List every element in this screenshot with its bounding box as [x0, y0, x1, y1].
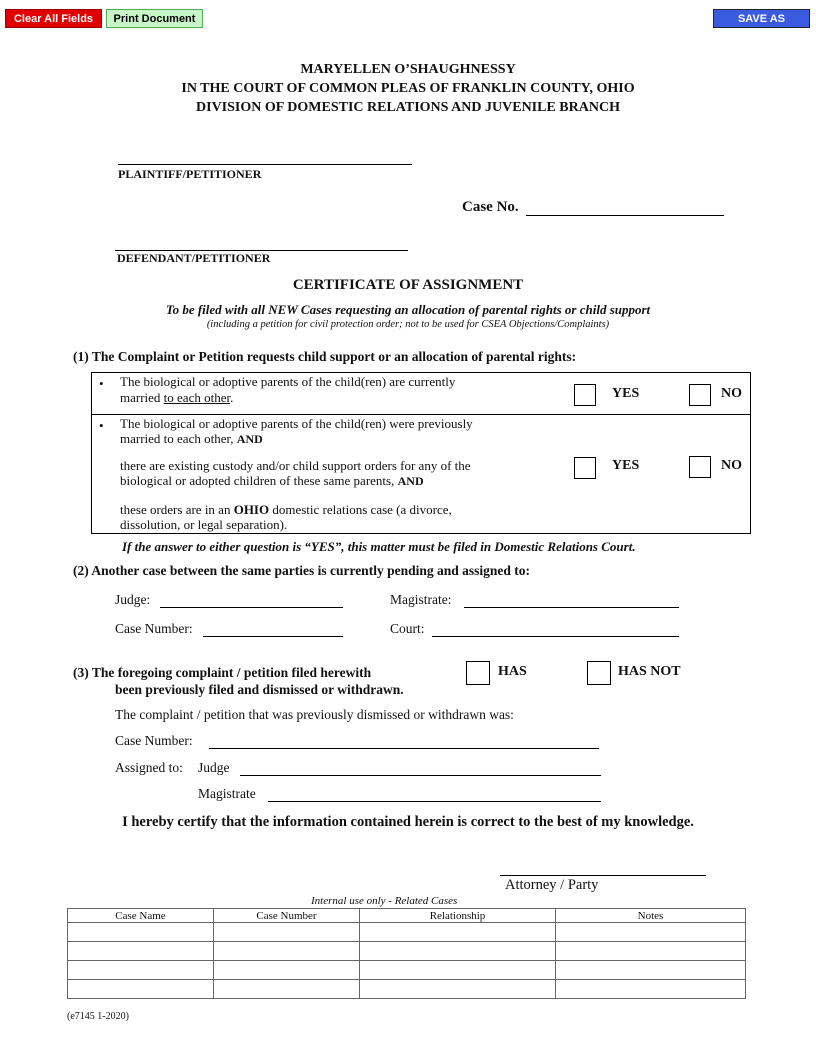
has-not-checkbox[interactable]: [587, 661, 611, 685]
table-cell[interactable]: [214, 961, 360, 980]
plaintiff-label: PLAINTIFF/PETITIONER: [118, 167, 262, 181]
table-cell[interactable]: [556, 923, 746, 942]
form-id: (e7145 1-2020): [67, 1011, 129, 1022]
table-cell[interactable]: [214, 923, 360, 942]
bullet-1: •: [99, 376, 104, 391]
s2-court-input[interactable]: [432, 620, 679, 637]
question-2-part2: there are existing custody and/or child support orders for any of the biological or adopted children of these same parents, AND: [120, 458, 471, 488]
section1-heading: (1) The Complaint or Petition requests child support or an allocation of parental rights:: [73, 349, 577, 364]
section1-divider: [91, 414, 751, 415]
table-cell[interactable]: [360, 942, 556, 961]
assigned-to-label: Assigned to:: [115, 760, 183, 775]
s2-case-number-label: Case Number:: [115, 621, 193, 636]
signature-label: Attorney / Party: [505, 877, 599, 893]
table-cell[interactable]: [68, 942, 214, 961]
table-cell[interactable]: [556, 980, 746, 999]
q1-no-label: NO: [721, 386, 742, 401]
table-row[interactable]: [68, 942, 746, 961]
table-row[interactable]: [68, 961, 746, 980]
s2-magistrate-input[interactable]: [464, 591, 679, 608]
q1-yes-checkbox[interactable]: [574, 384, 596, 406]
defendant-label: DEFENDANT/PETITIONER: [117, 251, 271, 265]
table-cell[interactable]: [68, 961, 214, 980]
table-cell[interactable]: [556, 961, 746, 980]
col-case-number: Case Number: [214, 909, 360, 923]
clerk-name: MARYELLEN O’SHAUGHNESSY: [300, 62, 516, 77]
signature-input[interactable]: [500, 859, 706, 876]
table-cell[interactable]: [68, 923, 214, 942]
has-label: HAS: [498, 664, 527, 679]
question-2-part3: these orders are in an OHIO domestic relations case (a divorce, dissolution, or legal separation).: [120, 502, 452, 532]
case-no-label: Case No.: [462, 199, 519, 215]
s3-judge-label: Judge: [198, 760, 230, 775]
form-subtitle: To be filed with all NEW Cases requesting an allocation of parental rights or child support: [165, 302, 651, 317]
court-name: IN THE COURT OF COMMON PLEAS OF FRANKLIN COUNTY, OHIO: [181, 81, 635, 96]
q2-yes-label: YES: [612, 458, 640, 473]
print-document-button[interactable]: Print Document: [106, 9, 203, 28]
table-cell[interactable]: [360, 961, 556, 980]
s3-case-number-label: Case Number:: [115, 733, 193, 748]
section3-heading: (3) The foregoing complaint / petition filed herewith been previously filed and dismissed or withdrawn.: [73, 665, 404, 697]
table-row[interactable]: [68, 923, 746, 942]
s2-court-label: Court:: [390, 621, 425, 636]
s2-magistrate-label: Magistrate:: [390, 592, 452, 607]
table-cell[interactable]: [214, 942, 360, 961]
table-cell[interactable]: [68, 980, 214, 999]
form-subnote: (including a petition for civil protection order; not to be used for CSEA Objections/Complaints): [206, 319, 610, 330]
q1-yes-label: YES: [612, 386, 640, 401]
s3-case-number-input[interactable]: [209, 732, 599, 749]
related-cases-table: [67, 908, 746, 999]
s2-case-number-input[interactable]: [203, 620, 343, 637]
defendant-input[interactable]: [115, 234, 408, 251]
s3-magistrate-input[interactable]: [268, 785, 601, 802]
division-name: DIVISION OF DOMESTIC RELATIONS AND JUVENILE BRANCH: [196, 100, 620, 115]
col-notes: Notes: [556, 909, 746, 923]
plaintiff-input[interactable]: [118, 148, 412, 165]
yes-note: If the answer to either question is “YES”, this matter must be filed in Domestic Relations Court.: [122, 539, 636, 554]
case-no-input[interactable]: [526, 199, 724, 216]
s3-judge-input[interactable]: [240, 759, 601, 776]
save-as-button[interactable]: SAVE AS: [713, 9, 810, 28]
section2-heading: (2) Another case between the same parties is currently pending and assigned to:: [73, 563, 530, 578]
col-case-name: Case Name: [68, 909, 214, 923]
prev-text: The complaint / petition that was previously dismissed or withdrawn was:: [115, 707, 514, 722]
bullet-2: •: [99, 418, 104, 433]
table-cell[interactable]: [360, 980, 556, 999]
form-title: CERTIFICATE OF ASSIGNMENT: [292, 277, 524, 293]
table-cell[interactable]: [556, 942, 746, 961]
col-relationship: Relationship: [360, 909, 556, 923]
related-caption: Internal use only - Related Cases: [311, 895, 458, 907]
s3-magistrate-label: Magistrate: [198, 786, 256, 801]
table-cell[interactable]: [214, 980, 360, 999]
q2-yes-checkbox[interactable]: [574, 457, 596, 479]
table-cell[interactable]: [360, 923, 556, 942]
q1-no-checkbox[interactable]: [689, 384, 711, 406]
question-2: The biological or adoptive parents of the child(ren) were previously married to each other, AND: [120, 416, 473, 446]
table-row[interactable]: [68, 980, 746, 999]
has-not-label: HAS NOT: [618, 664, 681, 679]
clear-all-fields-button[interactable]: Clear All Fields: [5, 9, 102, 28]
table-header-row: [68, 909, 746, 923]
q2-no-checkbox[interactable]: [689, 456, 711, 478]
question-1: The biological or adoptive parents of the child(ren) are currently married to each other.: [120, 374, 456, 405]
s2-judge-input[interactable]: [160, 591, 343, 608]
certify-statement: I hereby certify that the information contained herein is correct to the best of my knowledge.: [122, 814, 694, 830]
s2-judge-label: Judge:: [115, 592, 151, 607]
q2-no-label: NO: [721, 458, 742, 473]
has-checkbox[interactable]: [466, 661, 490, 685]
